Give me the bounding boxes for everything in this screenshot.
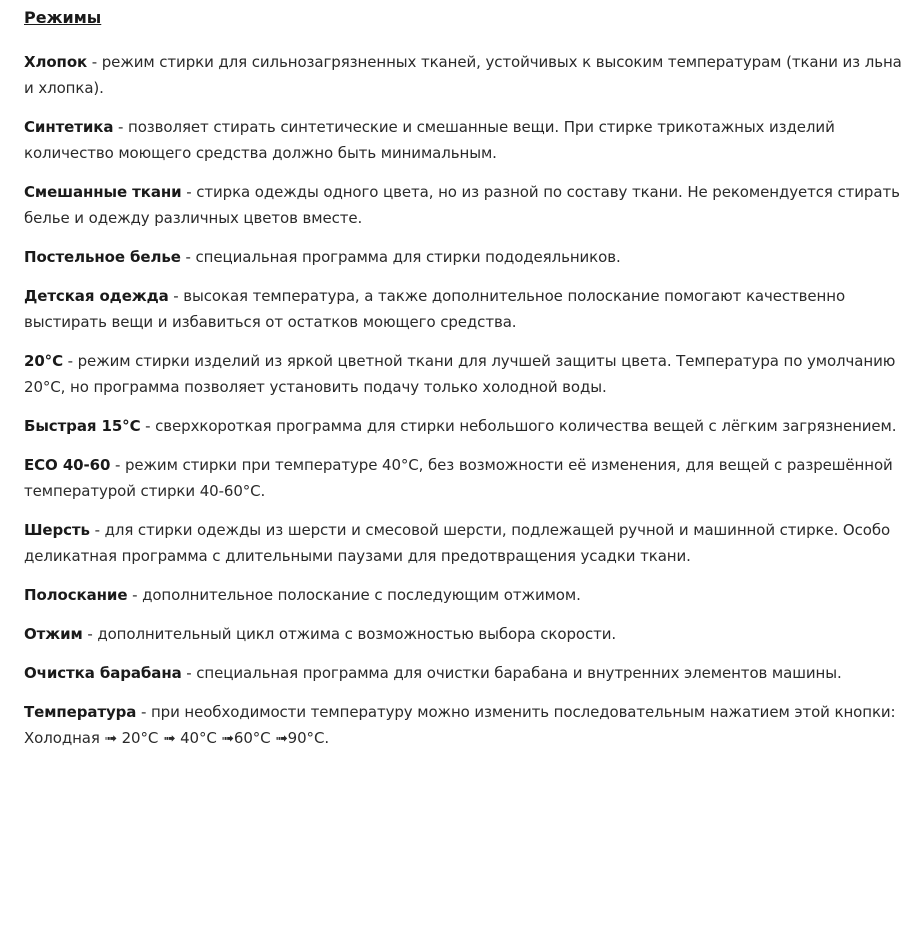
mode-description: стирка одежды одного цвета, но из разной по составу ткани. Не рекомендуется стирать белье и одежду различных цветов вместе. bbox=[24, 183, 900, 227]
mode-description: дополнительное полоскание с последующим отжимом. bbox=[142, 586, 581, 604]
mode-item bbox=[24, 621, 904, 647]
mode-name: 20°C bbox=[24, 352, 63, 370]
mode-separator: - bbox=[180, 248, 196, 266]
mode-name: Постельное белье bbox=[24, 248, 181, 266]
mode-name: Синтетика bbox=[24, 118, 114, 136]
mode-name: Температура bbox=[24, 703, 137, 721]
mode-separator: - bbox=[168, 287, 184, 305]
mode-item bbox=[24, 452, 904, 504]
mode-separator: - bbox=[62, 352, 78, 370]
mode-name: Отжим bbox=[24, 625, 83, 643]
mode-description: специальная программа для очистки барабана и внутренних элементов машины. bbox=[196, 664, 842, 682]
mode-name: Шерсть bbox=[24, 521, 90, 539]
mode-item bbox=[24, 114, 904, 166]
mode-item bbox=[24, 49, 904, 101]
mode-name: Хлопок bbox=[24, 53, 88, 71]
mode-description: режим стирки изделий из яркой цветной ткани для лучшей защиты цвета. Температура по умолчанию 20°C, но программа позволяет установить подачу только холодной воды. bbox=[24, 352, 896, 396]
mode-name: Детская одежда bbox=[24, 287, 169, 305]
mode-item bbox=[24, 660, 904, 686]
mode-separator: - bbox=[181, 664, 197, 682]
mode-item bbox=[24, 517, 904, 569]
mode-separator: - bbox=[110, 456, 125, 474]
mode-name: Очистка барабана bbox=[24, 664, 182, 682]
mode-separator: - bbox=[82, 625, 98, 643]
mode-description: дополнительный цикл отжима с возможностью выбора скорости. bbox=[97, 625, 617, 643]
mode-description: позволяет стирать синтетические и смешанные вещи. При стирке трикотажных изделий количество моющего средства должно быть минимальным. bbox=[24, 118, 835, 162]
mode-name: Быстрая 15°C bbox=[24, 417, 141, 435]
mode-separator: - bbox=[87, 53, 102, 71]
section-heading: Режимы bbox=[24, 8, 102, 27]
mode-separator: - bbox=[140, 417, 156, 435]
mode-separator: - bbox=[136, 703, 151, 721]
mode-item bbox=[24, 413, 904, 439]
mode-item bbox=[24, 582, 904, 608]
mode-item bbox=[24, 348, 904, 400]
mode-separator: - bbox=[113, 118, 129, 136]
mode-item bbox=[24, 699, 904, 751]
mode-description: режим стирки для сильнозагрязненных тканей, устойчивых к высоким температурам (ткани из льна и хлопка). bbox=[24, 53, 902, 97]
mode-name: ECO 40-60 bbox=[24, 456, 111, 474]
mode-item bbox=[24, 244, 904, 270]
mode-description: сверхкороткая программа для стирки небольшого количества вещей с лёгким загрязнением. bbox=[155, 417, 897, 435]
mode-item bbox=[24, 283, 904, 335]
mode-description: при необходимости температуру можно изменить последовательным нажатием этой кнопки: Холодная ➟ 20°C ➟ 40°C ➟60°C ➟90°C. bbox=[24, 703, 896, 747]
mode-separator: - bbox=[181, 183, 197, 201]
mode-description: специальная программа для стирки пододеяльников. bbox=[195, 248, 621, 266]
mode-description: для стирки одежды из шерсти и смесовой шерсти, подлежащей ручной и машинной стирке. Особо деликатная программа с длительными паузами для предотвращения усадки ткани. bbox=[24, 521, 891, 565]
mode-name: Полоскание bbox=[24, 586, 128, 604]
mode-item bbox=[24, 179, 904, 231]
mode-description: высокая температура, а также дополнительное полоскание помогают качественно выстирать вещи и избавиться от остатков моющего средства. bbox=[24, 287, 846, 331]
mode-separator: - bbox=[89, 521, 105, 539]
mode-name: Смешанные ткани bbox=[24, 183, 182, 201]
mode-description: режим стирки при температуре 40°C, без возможности её изменения, для вещей с разрешённой температурой стирки 40-60°C. bbox=[24, 456, 893, 500]
mode-separator: - bbox=[127, 586, 143, 604]
